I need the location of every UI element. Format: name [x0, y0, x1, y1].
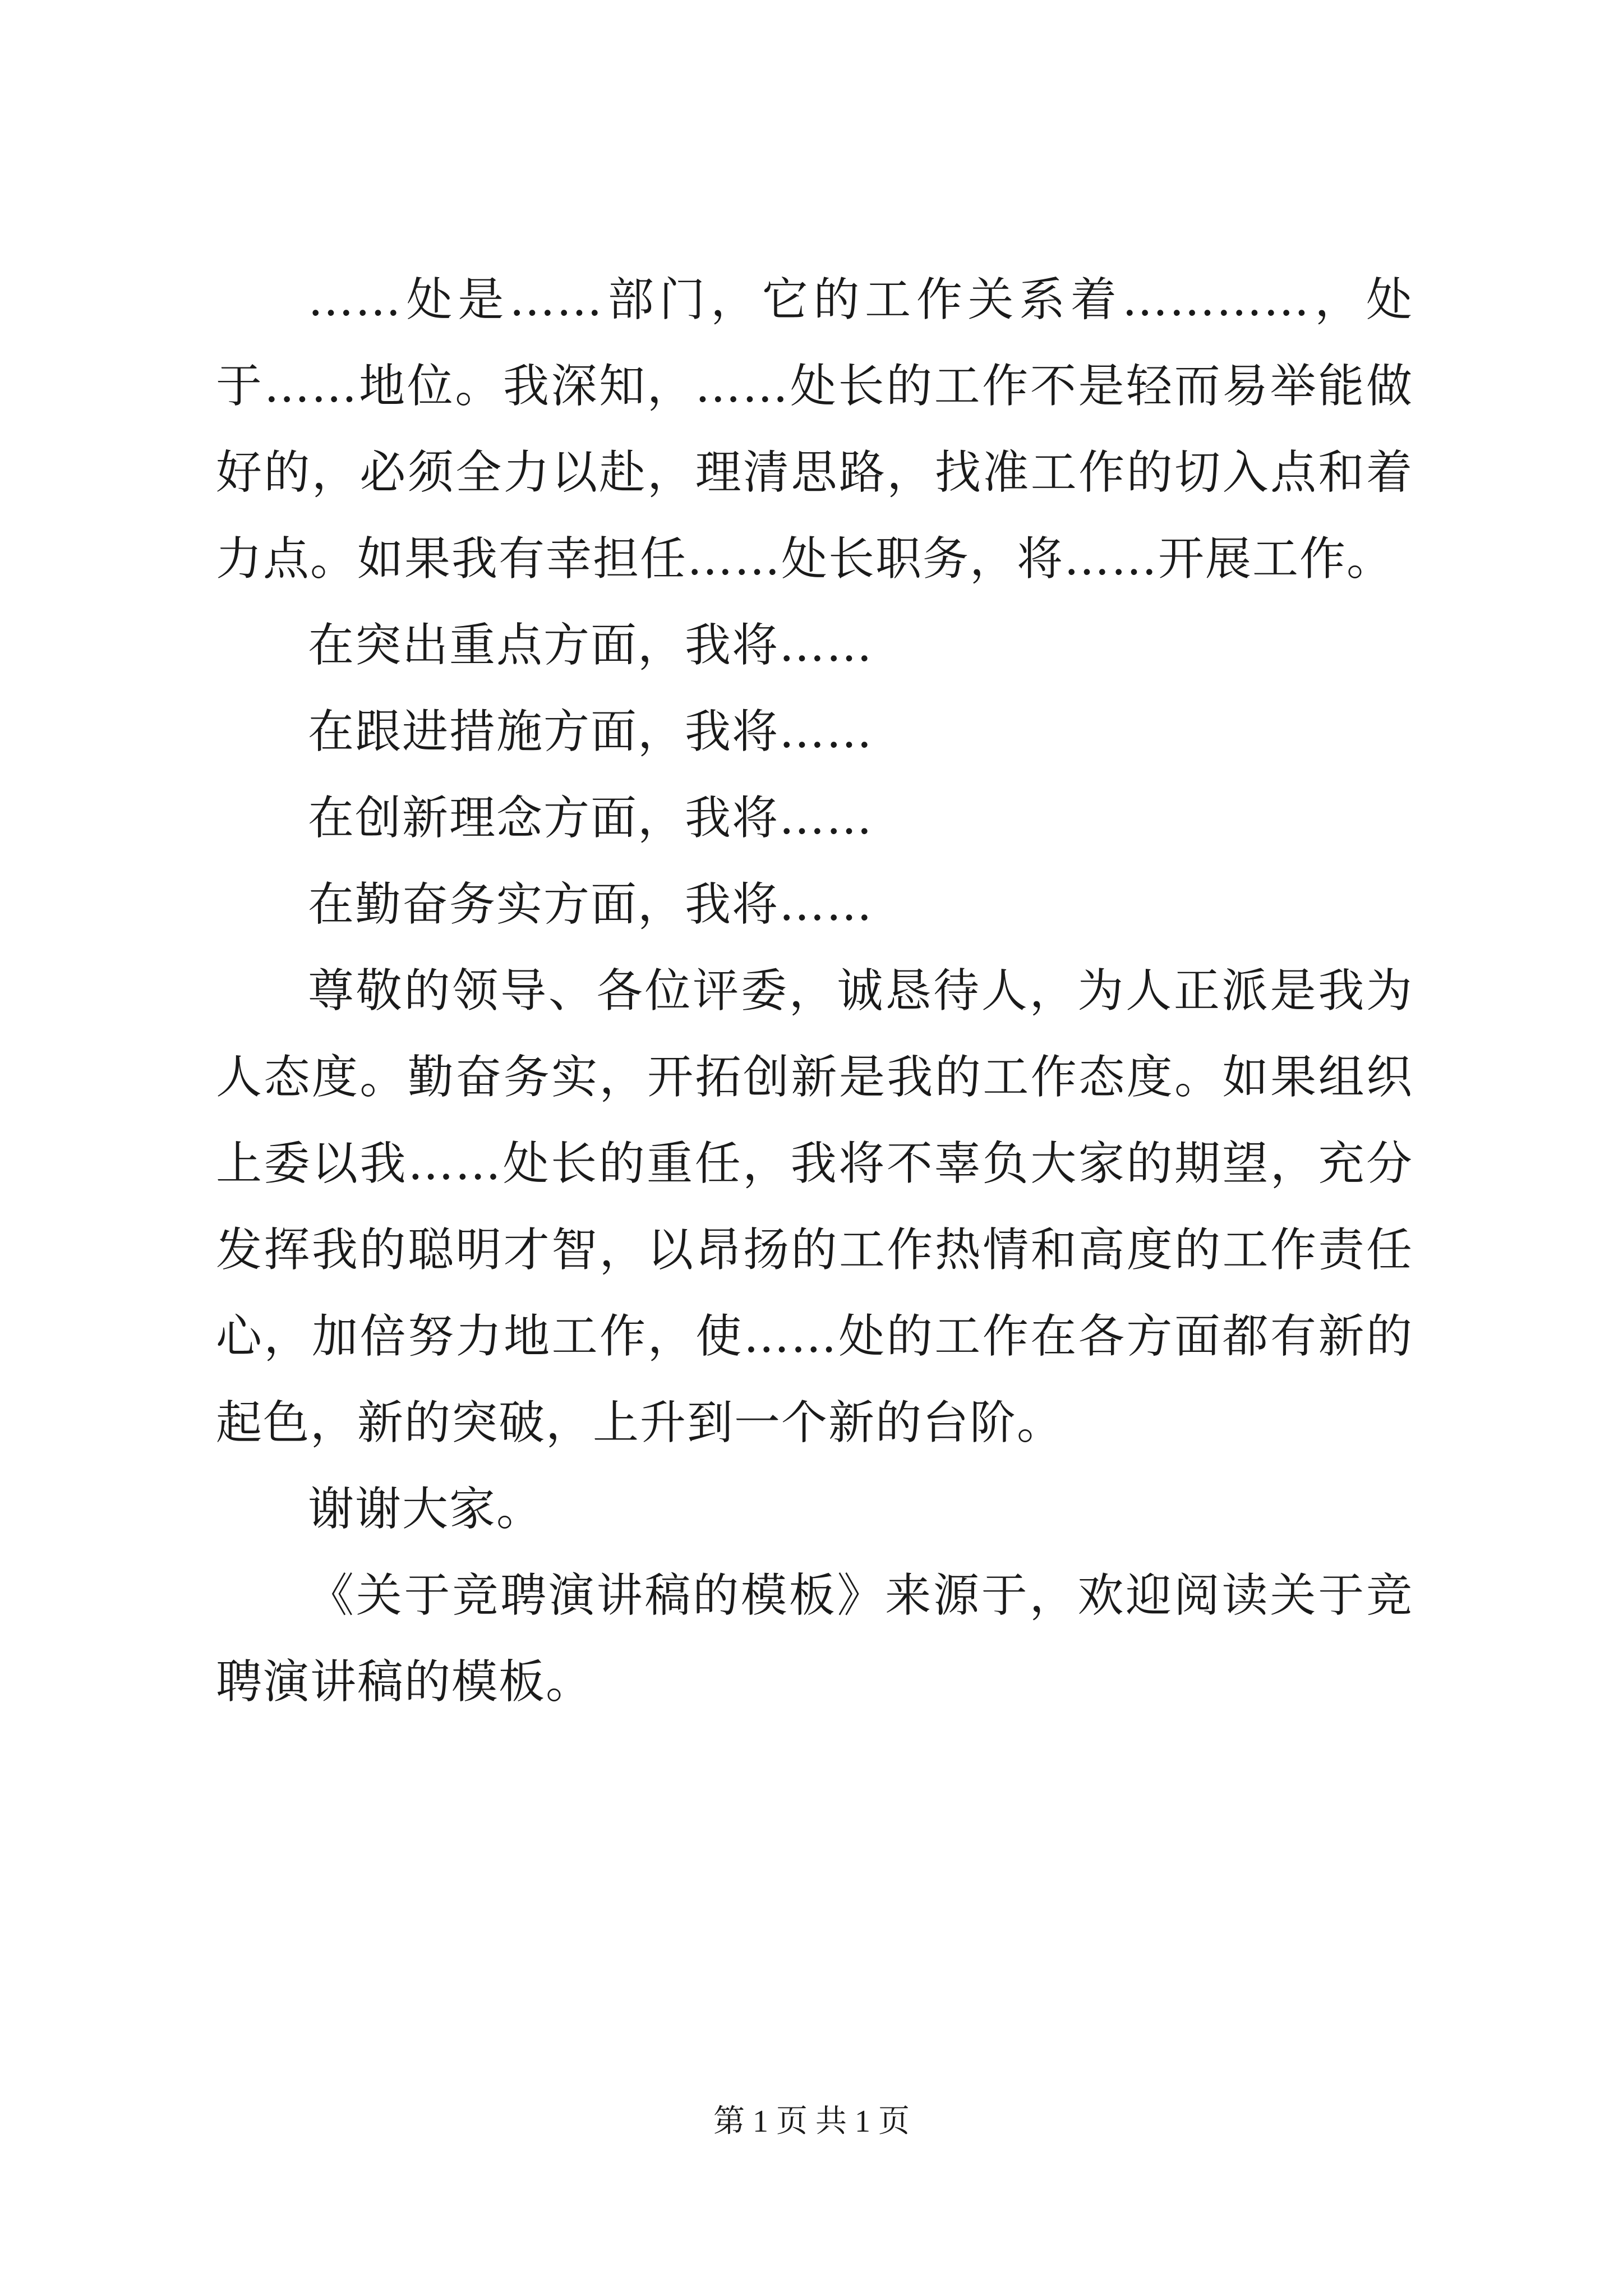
paragraph-follow-up-measures: 在跟进措施方面，我将……	[308, 705, 874, 758]
paragraph-source-note: 《关于竞聘演讲稿的模板》来源于，欢迎阅读关于竞聘演讲稿的模板。	[216, 1569, 1413, 1709]
paragraph-intro: ……处是……部门，它的工作关系着…………，处于……地位。我深知，……处长的工作不是轻而易举能做好的，必须全力以赴，理清思路，找准工作的切入点和着力点。如果我有幸担任……处长职务，将……开展工作。	[216, 273, 1413, 586]
document-body	[216, 257, 1413, 1726]
paragraph-innovation: 在创新理念方面，我将……	[308, 792, 874, 845]
paragraph-diligence: 在勤奋务实方面，我将……	[308, 878, 874, 931]
paragraph-key-points: 在突出重点方面，我将……	[308, 619, 874, 672]
page-number-footer: 第 1 页 共 1 页	[713, 2104, 910, 2139]
paragraph-thanks: 谢谢大家。	[308, 1483, 544, 1536]
paragraph-closing-pledge: 尊敬的领导、各位评委，诚恳待人，为人正派是我为人态度。勤奋务实，开拓创新是我的工作态度。如果组织上委以我……处长的重任，我将不辜负大家的期望，充分发挥我的聪明才智，以昂扬的工作热情和高度的工作责任心，加倍努力地工作，使……处的工作在各方面都有新的起色，新的突破，上升到一个新的台阶。	[216, 964, 1413, 1450]
